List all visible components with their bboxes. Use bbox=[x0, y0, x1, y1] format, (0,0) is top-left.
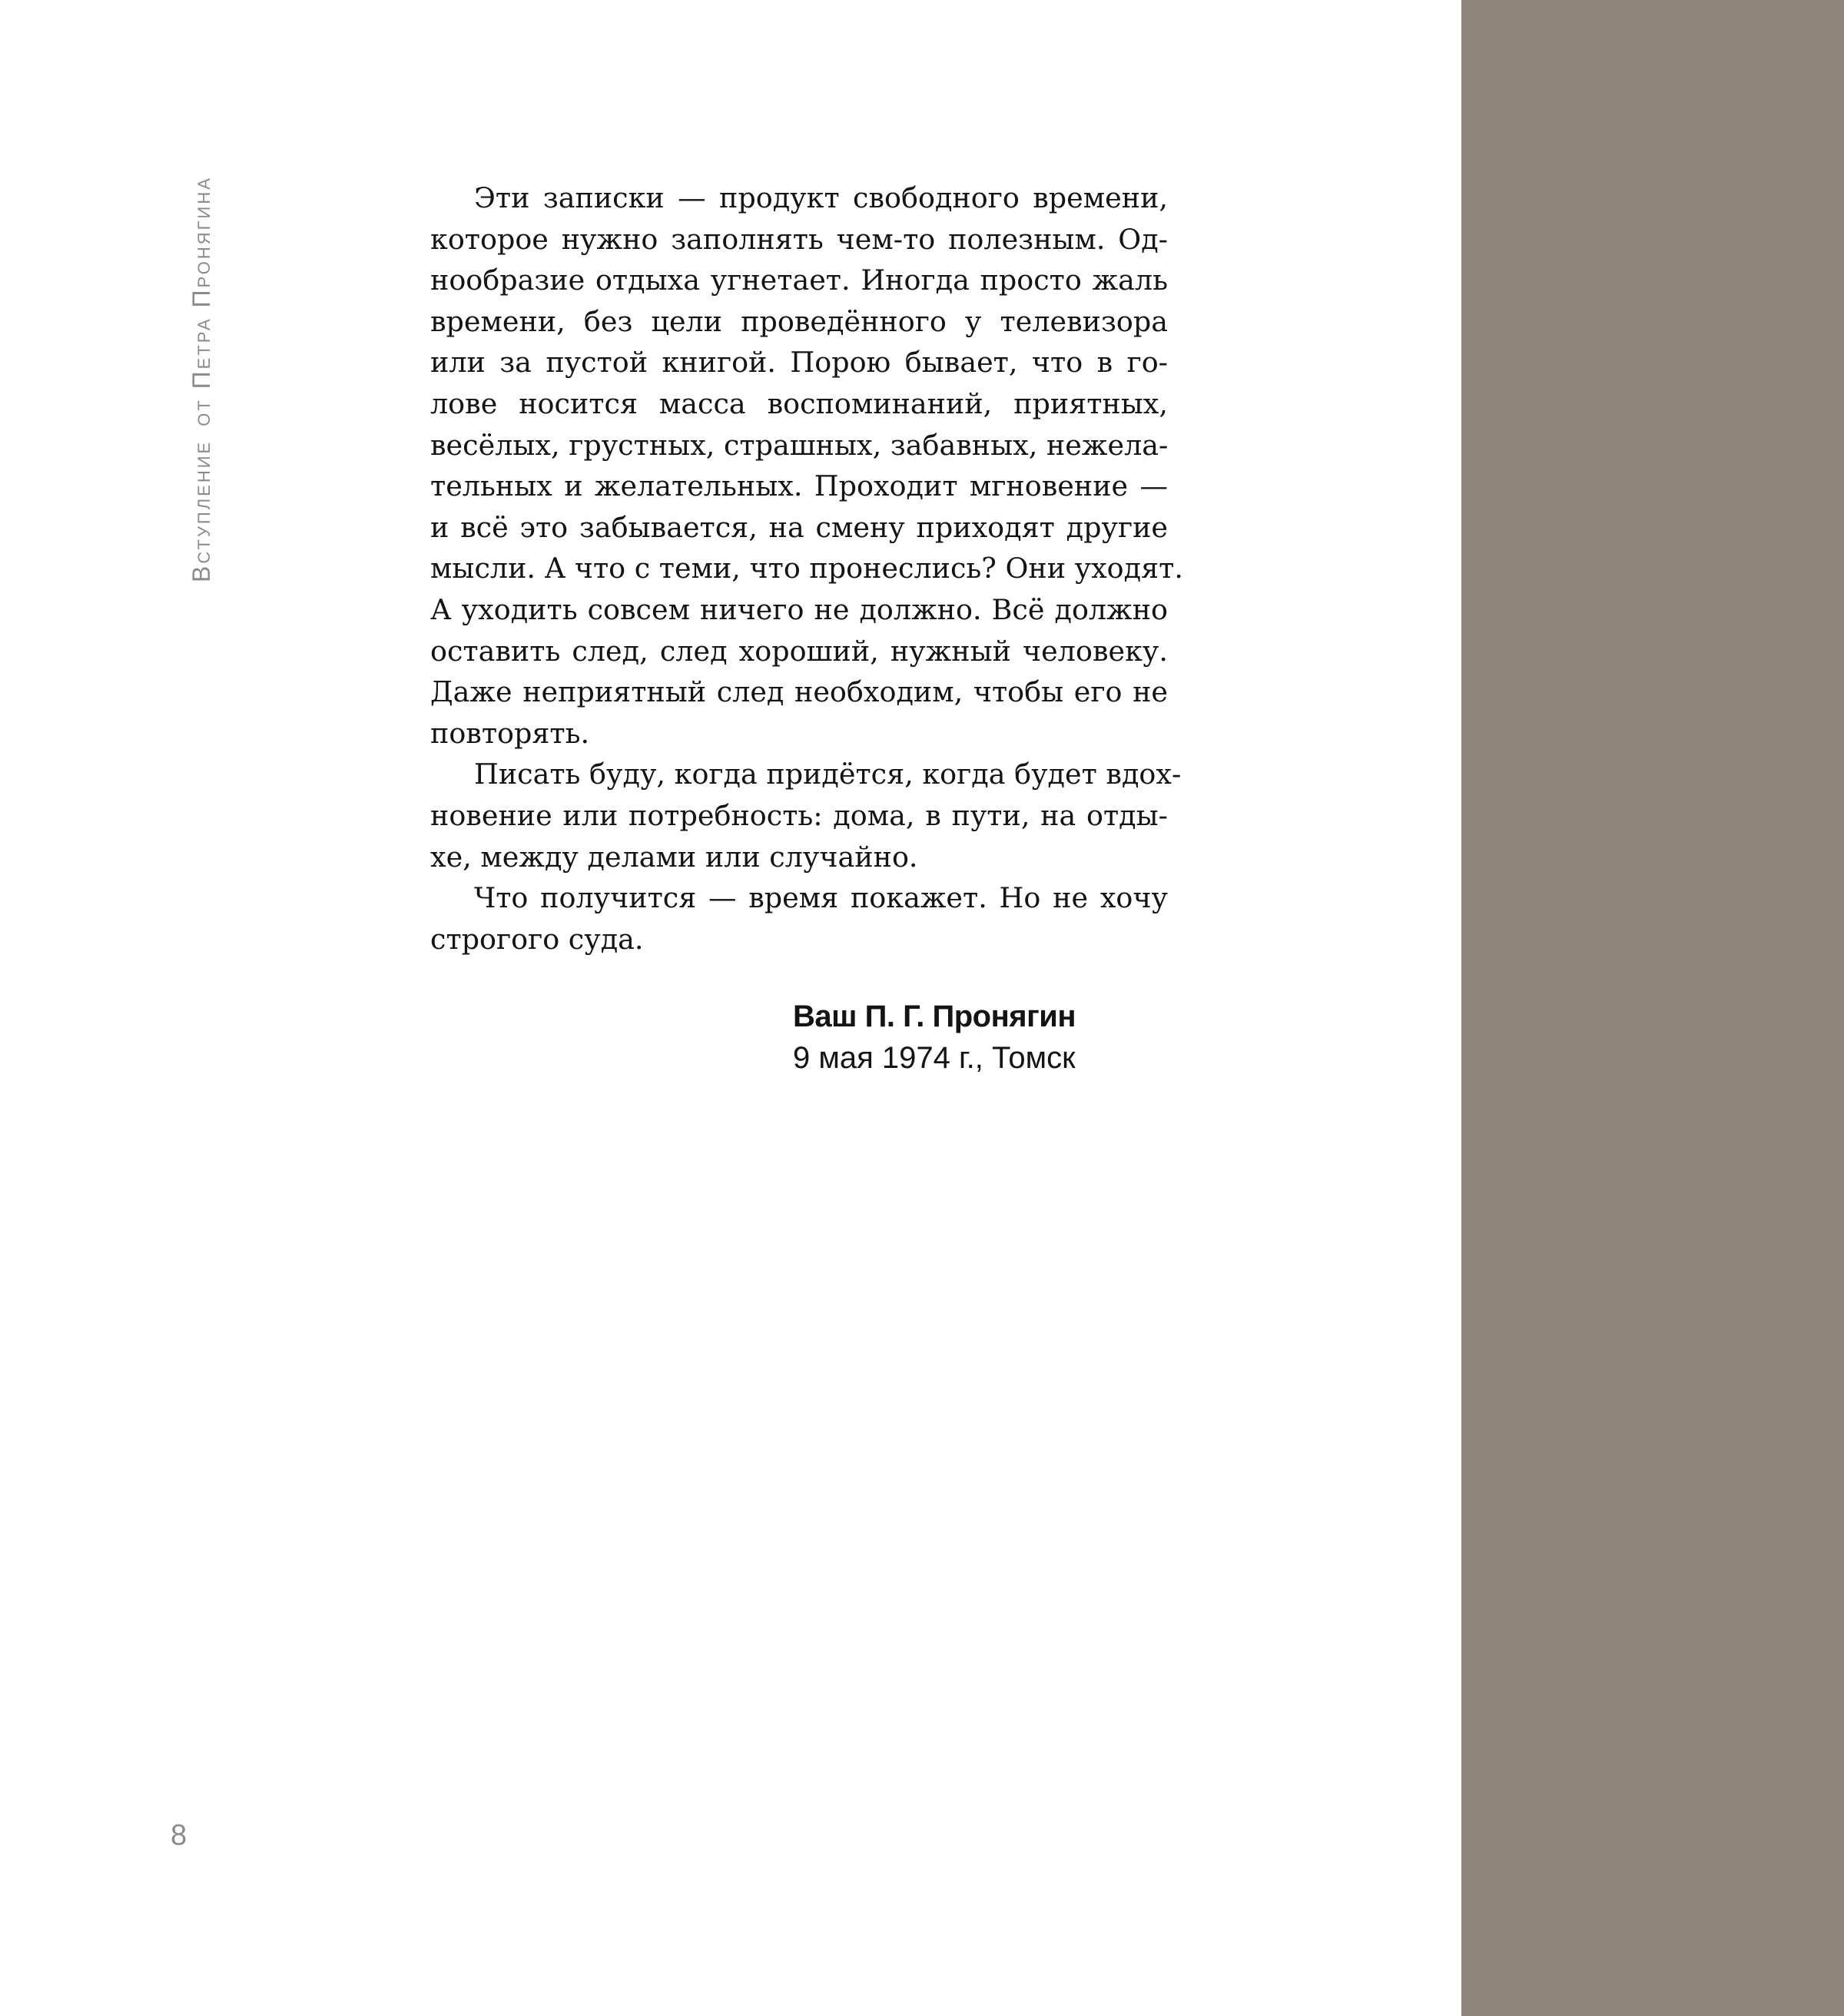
signature-name: Ваш П. Г. Пронягин bbox=[793, 1000, 1076, 1033]
text-line: Эти записки — продукт свободного времени, bbox=[474, 181, 1168, 214]
text-line: или за пустой книгой. Порою бывает, что в го- bbox=[430, 346, 1168, 380]
text-line: А уходить совсем ничего не должно. Всё должно bbox=[430, 592, 1168, 626]
text-line: которое нужно заполнять чем-то полезным. Од- bbox=[430, 222, 1168, 256]
text-line: и всё это забывается, на смену приходят другие bbox=[430, 510, 1168, 544]
signature-block bbox=[793, 996, 1076, 1079]
text-line: нообразие отдыха угнетает. Иногда просто жаль bbox=[430, 264, 1168, 297]
text-line: лове носится масса воспоминаний, приятных, bbox=[430, 386, 1168, 420]
side-color-band bbox=[1461, 0, 1844, 2016]
text-line: весёлых, грустных, страшных, забавных, нежела- bbox=[430, 428, 1169, 462]
text-line: мысли. А что с теми, что пронеслись? Они уходят. bbox=[430, 552, 1183, 585]
text-line: оставить след, след хороший, нужный человеку. bbox=[430, 634, 1168, 668]
running-head bbox=[187, 176, 216, 582]
text-line: хе, между делами или случайно. bbox=[430, 840, 918, 874]
running-head-author: от Петра Пронягина bbox=[187, 176, 215, 426]
text-line: Даже неприятный след необходим, чтобы его не bbox=[430, 675, 1168, 709]
signature-date-place: 9 мая 1974 г., Томск bbox=[793, 1041, 1076, 1075]
body-text bbox=[430, 177, 1183, 960]
text-line: времени, без цели проведённого у телевизора bbox=[430, 304, 1168, 338]
text-line: тельных и желательных. Проходит мгновение — bbox=[430, 469, 1168, 503]
text-line: строгого суда. bbox=[430, 922, 644, 956]
text-line: повторять. bbox=[430, 716, 590, 750]
text-line: Что получится — время покажет. Но не хочу bbox=[474, 881, 1168, 915]
running-head-section: Вступление bbox=[187, 439, 215, 582]
text-line: Писать буду, когда придётся, когда будет вдох- bbox=[474, 758, 1182, 791]
text-line: новение или потребность: дома, в пути, на отды- bbox=[430, 798, 1168, 832]
page-number: 8 bbox=[171, 1819, 187, 1852]
